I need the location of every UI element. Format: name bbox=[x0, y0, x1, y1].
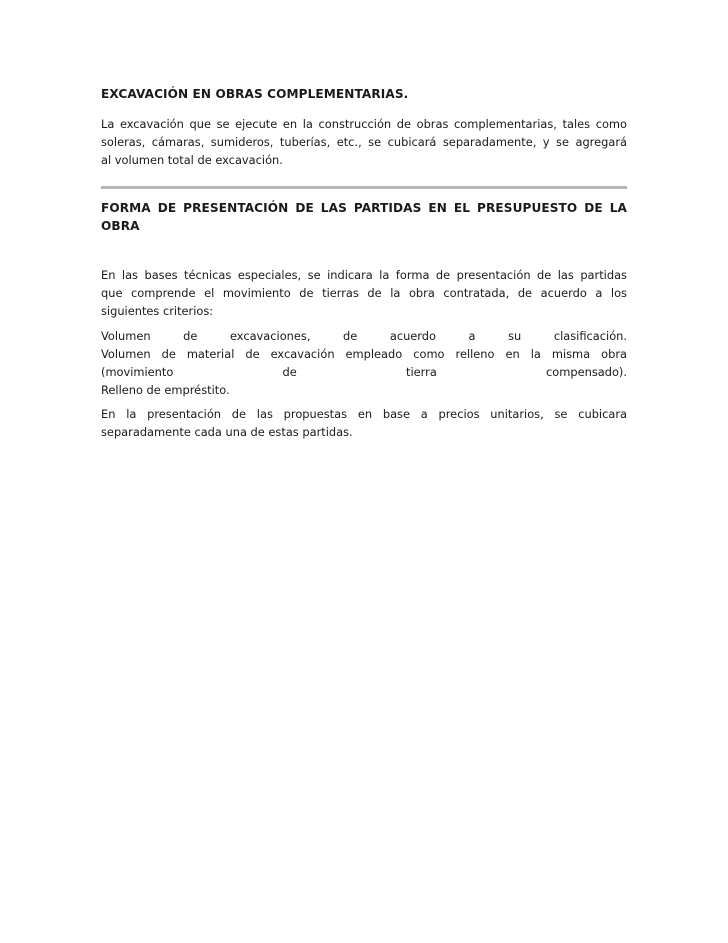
paragraph-intro bbox=[101, 266, 627, 320]
criteria-line: Volumen de excavaciones, de acuerdo a su clasificación. bbox=[101, 329, 627, 343]
paragraph-line: En las bases técnicas especiales, se indicara la forma de presentación de las partidas bbox=[101, 268, 627, 282]
heading-line: OBRA bbox=[101, 219, 140, 233]
heading-line: EXCAVACIÓN EN OBRAS COMPLEMENTARIAS. bbox=[101, 87, 409, 101]
paragraph-line: siguientes criterios: bbox=[101, 304, 214, 318]
section-heading-excavacion bbox=[101, 85, 627, 103]
section-heading-forma-presentacion bbox=[101, 199, 627, 235]
paragraph-line: soleras, cámaras, sumideros, tuberías, etc., se cubicará separadamente, y se agregará bbox=[101, 135, 627, 149]
paragraph-line: que comprende el movimiento de tierras de la obra contratada, de acuerdo a los bbox=[101, 286, 627, 300]
paragraph-line: al volumen total de excavación. bbox=[101, 153, 283, 167]
horizontal-divider bbox=[101, 186, 627, 189]
paragraph-closing bbox=[101, 405, 627, 441]
paragraph-criteria bbox=[101, 327, 627, 399]
paragraph-line: La excavación que se ejecute en la construcción de obras complementarias, tales como bbox=[101, 117, 627, 131]
criteria-line: Volumen de material de excavación empleado como relleno en la misma obra bbox=[101, 347, 627, 361]
criteria-line: Relleno de empréstito. bbox=[101, 383, 230, 397]
paragraph-line: En la presentación de las propuestas en base a precios unitarios, se cubicara bbox=[101, 407, 627, 421]
heading-line: FORMA DE PRESENTACIÓN DE LAS PARTIDAS EN EL PRESUPUESTO DE LA bbox=[101, 201, 627, 215]
criteria-line: (movimiento de tierra compensado). bbox=[101, 365, 627, 379]
paragraph-line: separadamente cada una de estas partidas. bbox=[101, 425, 353, 439]
paragraph-excavacion bbox=[101, 115, 627, 169]
